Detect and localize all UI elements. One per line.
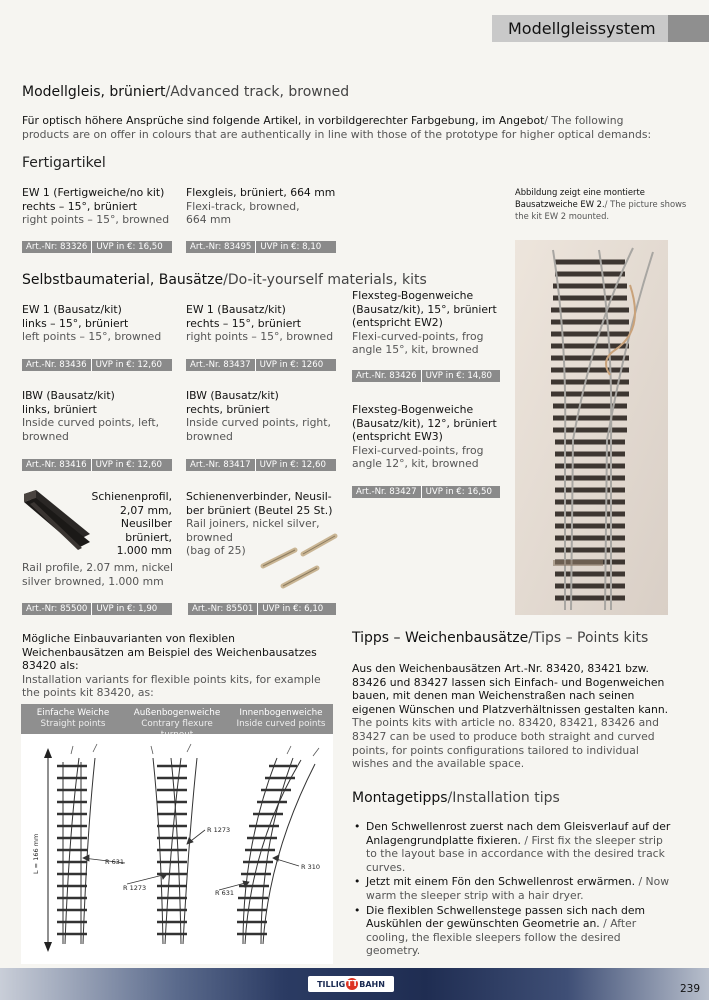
list-item: • Jetzt mit einem Fön den Schwellenrost erwärmen. / Now warm the sleeper strip with a hair dryer.: [352, 875, 672, 902]
price-bar: Art.-Nr: 85501 UVP in €: 6,10: [188, 603, 336, 615]
product-verbinder: Schienenverbinder, Neusil- ber brüniert (Beutel 25 St.) Rail joiners, nickel silver, browned (bag of 25): [186, 490, 333, 558]
header-accent: [668, 15, 709, 42]
brand-logo: TILLIG TT BAHN: [308, 976, 394, 992]
product-ew1-fertig: EW 1 (Fertigweiche/no kit) rechts – 15°, brüniert right points – 15°, browned: [22, 186, 170, 227]
intro-text: Für optisch höhere Ansprüche sind folgende Artikel, in vorbildgerechter Farbgebung, im Angebot/ The following products are on offer in colours that are authentically in line with those of the prototype for higher optical demands:: [22, 114, 652, 141]
price-bar: Art.-Nr. 83436 UVP in €: 12,60: [22, 359, 172, 371]
product-flexgleis: Flexgleis, brüniert, 664 mm Flexi-track, browned, 664 mm: [186, 186, 336, 227]
section-title-kits: Selbstbaumaterial, Bausätze/Do-it-yourself materials, kits: [22, 272, 427, 288]
variants-diagram: [21, 734, 333, 964]
mounting-plate: [553, 560, 603, 566]
label-r631-a: R 631: [105, 858, 124, 866]
price-bar: Art.-Nr: 85500 UVP in €: 1,90: [22, 603, 172, 615]
product-ew1-rechts: EW 1 (Bausatz/kit) rechts – 15°, brüniert right points – 15°, browned: [186, 303, 334, 344]
product-ibw-rechts: IBW (Bausatz/kit) rechts, brüniert Inside curved points, right, browned: [186, 389, 331, 443]
product-profil-en: Rail profile, 2.07 mm, nickel silver browned, 1.000 mm: [22, 561, 173, 588]
section-title-fertig: Fertigartikel: [22, 155, 106, 171]
label-r1273-b: R 1273: [207, 826, 231, 834]
list-item: • Den Schwellenrost zuerst nach dem Gleisverlauf auf der Anlagengrundplatte fixieren. / First fix the sleeper strip to the layout base in accordance with the desired track curves.: [352, 820, 672, 874]
section-title-tipps: Tipps – Weichenbausätze/Tips – Points kits: [352, 630, 649, 646]
product-flexsteg-12: Flexsteg-Bogenweiche (Bausatz/kit), 12°, brüniert (entspricht EW3) Flexi-curved-points, frog angle 12°, kit, browned: [352, 403, 497, 471]
price-bar: Art.-Nr. 83417 UVP in €: 12,60: [186, 459, 336, 471]
list-item: • Die flexiblen Schwellenstege passen sich nach dem Auskühlen der gewünschten Geometrie an. / After cooling, the flexible sleepers follow the desired geometry.: [352, 904, 672, 958]
label-r1273-a: R 1273: [123, 884, 147, 892]
section-title-montage: Montagetipps/Installation tips: [352, 790, 560, 806]
rail-joiners-image: [255, 530, 339, 594]
turnout-photo: [515, 240, 668, 615]
price-bar: Art.-Nr. 83426 UVP in €: 14,80: [352, 370, 500, 382]
product-ibw-links: IBW (Bausatz/kit) links, brüniert Inside curved points, left, browned: [22, 389, 160, 443]
price-bar: Art.-Nr. 83427 UVP in €: 16,50: [352, 486, 500, 498]
label-r310: R 310: [301, 863, 320, 871]
diagram-header: [21, 704, 333, 734]
price-bar: Art.-Nr: 83495 UVP in €: 8,10: [186, 241, 336, 253]
photo-caption: Abbildung zeigt eine montierte Bausatzweiche EW 2./ The picture shows the kit EW 2 mounted.: [515, 187, 687, 221]
tipps-text: Aus den Weichenbausätzen Art.-Nr. 83420, 83421 bzw. 83426 und 83427 lassen sich Einfach- und Bogenweichen bauen, mit denen man Weichenstraßen nach seinen eigenen Wünschen und Platzverhältnissen gestalten kann. The points kits with article no. 83420, 83421, 83426 and 83427 can be used to produce both straight and curved points, for points configurations tailored to individual wishes and the available space.: [352, 662, 669, 771]
dim-label: L = 166 mm: [32, 833, 40, 874]
page-title: Modellgleissystem: [508, 19, 656, 38]
label-r631-b: R 631: [215, 889, 234, 897]
price-bar: Art.-Nr. 83416 UVP in €: 12,60: [22, 459, 172, 471]
price-bar: Art.-Nr. 83437 UVP in €: 1260: [186, 359, 336, 371]
price-bar: Art.-Nr: 83326 UVP in €: 16,50: [22, 241, 172, 253]
page-number: 239: [680, 983, 701, 995]
col-contrary: Außenbogenweiche Contrary flexure: [133, 708, 221, 729]
product-ew1-links: EW 1 (Bausatz/kit) links – 15°, brüniert left points – 15°, browned: [22, 303, 162, 344]
col-straight: Einfache Weiche Straight points: [36, 708, 110, 729]
product-profil-de: Schienenprofil, 2,07 mm, Neusilber brüniert, 1.000 mm: [91, 490, 172, 558]
variants-text: Mögliche Einbauvarianten von flexiblen Weichenbausätzen am Beispiel des Weichenbausatzes 83420 als: Installation variants for flexible points kits, for example the points kit 83420, as:: [22, 632, 321, 700]
section-title-intro: Modellgleis, brüniert/Advanced track, browned: [22, 84, 350, 100]
product-flexsteg-15: Flexsteg-Bogenweiche (Bausatz/kit), 15°, brüniert (entspricht EW2) Flexi-curved-points, frog angle 15°, kit, browned: [352, 289, 497, 357]
col-inside: Innenbogenweiche Inside curved points: [236, 708, 326, 729]
montage-list: [352, 820, 672, 959]
sleeper-ties: [551, 262, 629, 598]
